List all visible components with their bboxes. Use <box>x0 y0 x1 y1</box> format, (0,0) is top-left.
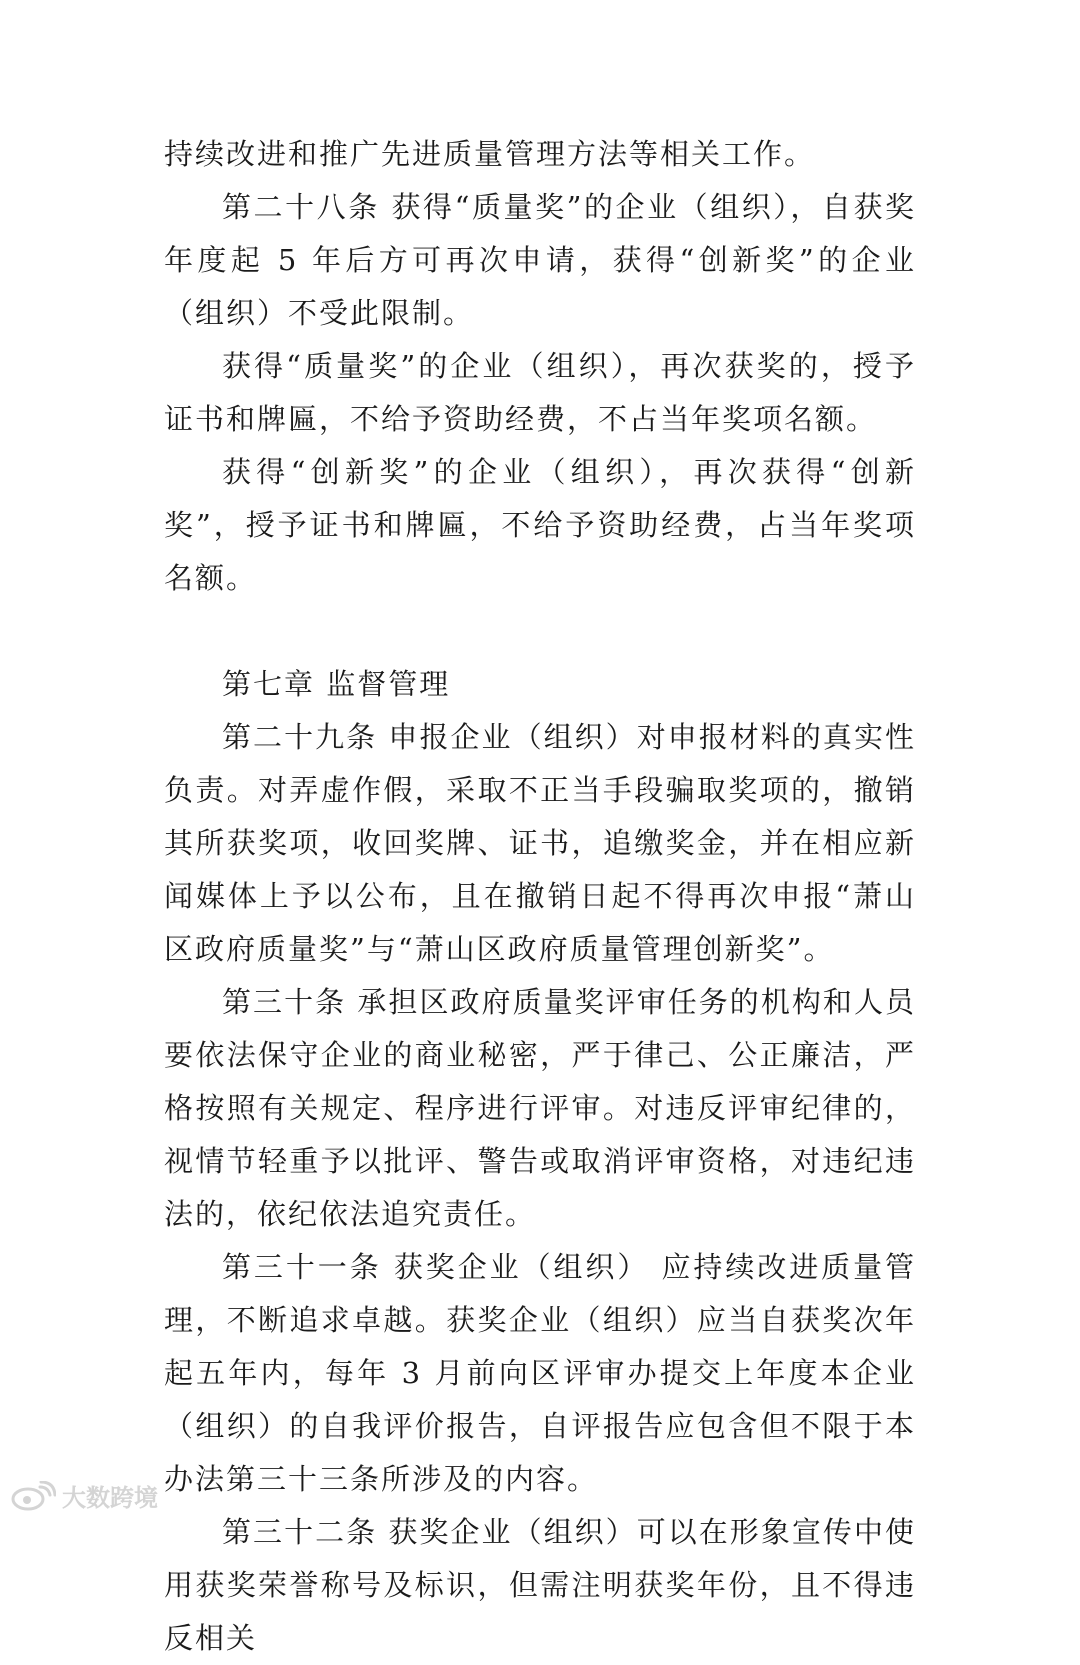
article-32: 第三十二条 获奖企业（组织）可以在形象宣传中使用获奖荣誉称号及标识，但需注明获奖年份，且不得违反相关 <box>164 1515 916 1655</box>
chapter-heading: 第七章 监督管理 <box>222 667 451 701</box>
watermark <box>10 1478 158 1513</box>
watermark-text: 大数跨境 <box>62 1484 158 1512</box>
article-28-innovation-award-repeat: 获得“创新奖”的企业（组织），再次获得“创新奖”，授予证书和牌匾，不给予资助经费，占当年奖项名额。 <box>164 455 916 595</box>
article-29: 第二十九条 申报企业（组织）对申报材料的真实性负责。对弄虚作假，采取不正当手段骗取奖项的，撤销其所获奖项，收回奖牌、证书，追缴奖金，并在相应新闻媒体上予以公布，且在撤销日起不得再次申报“萧山区政府质量奖”与“萧山区政府质量管理创新奖”。 <box>164 720 916 966</box>
article-28-quality-award-repeat: 获得“质量奖”的企业（组织），再次获奖的，授予证书和牌匾，不给予资助经费，不占当年奖项名额。 <box>164 349 916 436</box>
article-31: 第三十一条 获奖企业（组织） 应持续改进质量管理，不断追求卓越。获奖企业（组织）应当自获奖次年起五年内，每年 3 月前向区评审办提交上年度本企业（组织）的自我评价报告，自评报告应包含但不限于本办法第三十三条所涉及的内容。 <box>164 1250 916 1496</box>
document-body <box>164 128 916 1665</box>
weibo-logo-icon <box>10 1481 56 1511</box>
paragraph-continuation: 持续改进和推广先进质量管理方法等相关工作。 <box>164 137 816 171</box>
article-30: 第三十条 承担区政府质量奖评审任务的机构和人员要依法保守企业的商业秘密，严于律己、公正廉洁，严格按照有关规定、程序进行评审。对违反评审纪律的，视情节轻重予以批评、警告或取消评审资格，对违纪违法的，依纪依法追究责任。 <box>164 985 916 1231</box>
chapter-spacer <box>164 605 916 658</box>
article-28: 第二十八条 获得“质量奖”的企业（组织），自获奖年度起 5 年后方可再次申请，获得“创新奖”的企业（组织）不受此限制。 <box>164 190 916 330</box>
